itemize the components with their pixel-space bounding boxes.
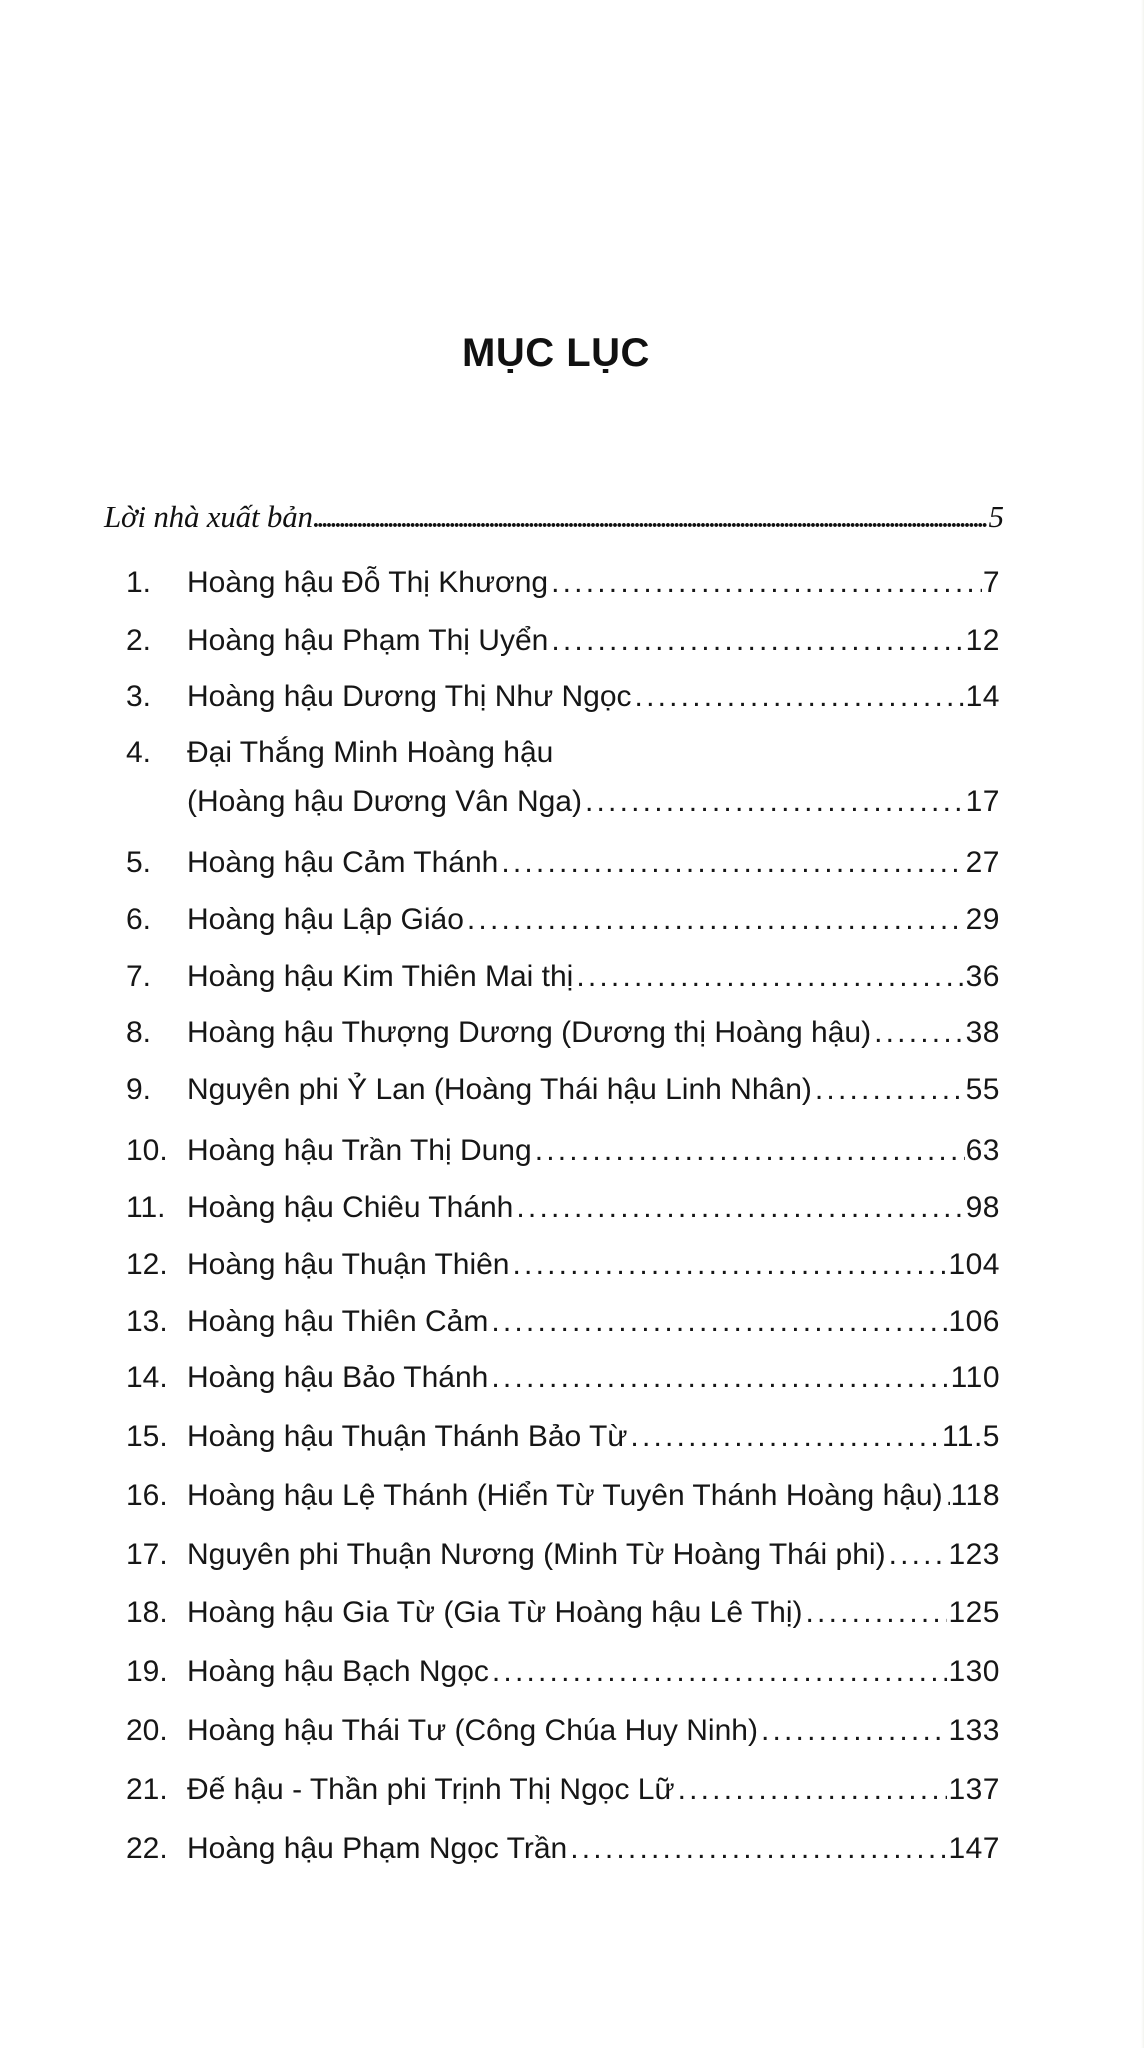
entry-number: 17.: [126, 1538, 168, 1571]
dot-leader: [498, 843, 964, 883]
entry-title: Hoàng hậu Kim Thiên Mai thị: [187, 960, 574, 993]
entry-number: 20.: [126, 1714, 168, 1747]
entry-line: [187, 1131, 1000, 1171]
page-number: 106: [948, 1305, 1000, 1338]
entry-title: Đế hậu - Thần phi Trịnh Thị Ngọc Lữ: [187, 1773, 675, 1806]
entry-line: [187, 1535, 1000, 1575]
toc-entry[interactable]: [126, 563, 1000, 603]
dot-leader: [758, 1711, 947, 1751]
entry-number: 19.: [126, 1655, 168, 1688]
entry-title: Hoàng hậu Thuận Thiên: [187, 1248, 510, 1281]
entry-line: [187, 1770, 1000, 1810]
dot-leader: [573, 957, 964, 997]
page-number: 98: [965, 1191, 1000, 1224]
entry-line: [187, 621, 1000, 661]
entry-subtitle: (Hoàng hậu Dương Vân Nga): [187, 785, 582, 818]
toc-entry[interactable]: [126, 1711, 1000, 1751]
dot-leader: [513, 1188, 964, 1228]
dot-leader: [675, 1770, 948, 1810]
entry-title: Hoàng hậu Cảm Thánh: [187, 846, 499, 879]
dot-leader: [510, 1245, 948, 1285]
entry-number: 5.: [126, 846, 152, 879]
page-number: 5: [988, 499, 1004, 534]
entry-title: Hoàng hậu Dương Thị Như Ngọc: [187, 680, 632, 713]
entry-number: 1.: [126, 566, 152, 599]
dot-leader: [489, 1652, 948, 1692]
dot-leader: [548, 621, 964, 661]
toc-entry[interactable]: [126, 1013, 1000, 1053]
entry-number: 3.: [126, 680, 152, 713]
entry-line: [187, 563, 1000, 603]
dot-leader: [886, 1535, 948, 1575]
entry-number: 22.: [126, 1832, 168, 1865]
entry-number: 16.: [126, 1479, 168, 1512]
dot-leader: [532, 1131, 965, 1171]
entry-number: 13.: [126, 1305, 168, 1338]
toc-entry[interactable]: [126, 843, 1000, 883]
entry-title: Hoàng hậu Đỗ Thị Khương: [187, 566, 549, 599]
toc-entry[interactable]: [126, 1302, 1000, 1342]
entry-line: [187, 1593, 1000, 1633]
page-number: 118: [950, 1479, 1000, 1512]
toc-entry[interactable]: [126, 957, 1000, 997]
entry-line: [187, 1070, 1000, 1110]
page-number: 29: [965, 903, 1000, 936]
dot-leader: [464, 900, 965, 940]
page-number: 7: [982, 566, 1000, 599]
entry-line: [187, 1013, 1000, 1053]
page-title: MỤC LỤC: [462, 331, 650, 375]
page-number: 110: [950, 1361, 1000, 1394]
entry-number: 9.: [126, 1073, 152, 1106]
entry-line: [187, 1245, 1000, 1285]
page-number: 123: [948, 1538, 1000, 1571]
entry-title: Nguyên phi Ỷ Lan (Hoàng Thái hậu Linh Nhân): [187, 1073, 812, 1106]
entry-number: 6.: [126, 903, 152, 936]
page-number: 38: [965, 1016, 1000, 1049]
toc-entry[interactable]: [126, 900, 1000, 940]
page-number: 12: [965, 624, 1000, 657]
page-number: 137: [948, 1773, 1000, 1806]
page-number: 125: [948, 1596, 1000, 1629]
entry-line: [187, 900, 1000, 940]
toc-entry[interactable]: [126, 621, 1000, 661]
entry-title: Hoàng hậu Bạch Ngọc: [187, 1655, 489, 1688]
entry-title: Đại Thắng Minh Hoàng hậu: [187, 736, 554, 769]
toc-entry[interactable]: [126, 1245, 1000, 1285]
entry-title: Nguyên phi Thuận Nương (Minh Từ Hoàng Thái phi): [187, 1538, 886, 1571]
toc-entry[interactable]: [126, 1070, 1000, 1110]
toc-entry-preface[interactable]: [104, 497, 1004, 537]
page-number: 14: [965, 680, 1000, 713]
page-number: 36: [965, 960, 1000, 993]
entry-number: 4.: [126, 736, 152, 769]
entry-line: [187, 957, 1000, 997]
page-number: 130: [948, 1655, 1000, 1688]
entry-title: Hoàng hậu Lệ Thánh (Hiển Từ Tuyên Thánh Hoàng hậu): [187, 1479, 943, 1512]
entry-number: 2.: [126, 624, 152, 657]
page-number: 11.5: [941, 1420, 1000, 1453]
dot-leader: [632, 677, 965, 717]
page-number: 133: [948, 1714, 1000, 1747]
entry-title: Hoàng hậu Phạm Ngọc Trần: [187, 1832, 568, 1865]
entry-title: Hoàng hậu Phạm Thị Uyển: [187, 624, 549, 657]
entry-number: 18.: [126, 1596, 168, 1629]
entry-title: Hoàng hậu Chiêu Thánh: [187, 1191, 514, 1224]
entry-line: [187, 1417, 1000, 1457]
toc-entry[interactable]: [126, 1593, 1000, 1633]
entry-title: Hoàng hậu Thuận Thánh Bảo Từ: [187, 1420, 628, 1453]
dot-leader: [627, 1417, 940, 1457]
entry-title: Hoàng hậu Thiên Cảm: [187, 1305, 489, 1338]
entry-number: 14.: [126, 1361, 168, 1394]
toc-entry[interactable]: [126, 677, 1000, 717]
page-number: 17: [965, 785, 1000, 818]
entry-title: Hoàng hậu Bảo Thánh: [187, 1361, 489, 1394]
entry-line: [187, 677, 1000, 717]
entry-number: 7.: [126, 960, 152, 993]
dot-leader: [313, 500, 987, 540]
toc-entry[interactable]: [126, 1535, 1000, 1575]
dot-leader: [812, 1070, 965, 1110]
dot-leader: [803, 1593, 948, 1633]
dot-leader: [488, 1302, 947, 1342]
toc-entry[interactable]: [126, 1652, 1000, 1692]
dot-leader: [567, 1829, 947, 1869]
toc-entry[interactable]: [126, 733, 1000, 822]
dot-leader: [488, 1358, 949, 1398]
entry-number: 8.: [126, 1016, 152, 1049]
entry-number: 11.: [126, 1191, 166, 1224]
entry-title: Hoàng hậu Thượng Dương (Dương thị Hoàng hậu): [187, 1016, 872, 1049]
entry-title: Hoàng hậu Thái Tư (Công Chúa Huy Ninh): [187, 1714, 758, 1747]
entry-line: [187, 1302, 1000, 1342]
entry-title: Hoàng hậu Trần Thị Dung: [187, 1134, 532, 1167]
entry-line: [187, 1711, 1000, 1751]
entry-number: 10.: [126, 1134, 168, 1167]
dot-leader: [871, 1013, 965, 1053]
page-number: 27: [965, 846, 1000, 879]
entry-line: [187, 733, 1000, 773]
entry-number: 15.: [126, 1420, 168, 1453]
toc-entry[interactable]: [126, 1829, 1000, 1869]
dot-leader: [582, 782, 965, 822]
entry-line: [187, 1358, 1000, 1398]
entry-line: [187, 782, 1000, 822]
entry-line: [187, 1476, 1000, 1516]
entry-title: Hoàng hậu Gia Từ (Gia Từ Hoàng hậu Lê Thị): [187, 1596, 803, 1629]
entry-line: [187, 1188, 1000, 1228]
dot-leader: [943, 1476, 950, 1516]
toc-entry[interactable]: [126, 1131, 1000, 1171]
entry-number: 12.: [126, 1248, 168, 1281]
entry-line: [187, 843, 1000, 883]
dot-leader: [548, 563, 982, 603]
page-number: 104: [948, 1248, 1000, 1281]
entry-number: 21.: [126, 1773, 168, 1806]
toc-entry[interactable]: [126, 1188, 1000, 1228]
page-number: 55: [965, 1073, 1000, 1106]
entry-line: [187, 1829, 1000, 1869]
toc-entry[interactable]: [126, 1358, 1000, 1398]
page-number: 147: [948, 1832, 1000, 1865]
toc-entry[interactable]: [126, 1770, 1000, 1810]
entry-title: Hoàng hậu Lập Giáo: [187, 903, 464, 936]
entry-title: Lời nhà xuất bản: [104, 499, 313, 534]
page-number: 63: [965, 1134, 1000, 1167]
toc-entry[interactable]: [126, 1476, 1000, 1516]
toc-entry[interactable]: [126, 1417, 1000, 1457]
entry-line: [187, 1652, 1000, 1692]
